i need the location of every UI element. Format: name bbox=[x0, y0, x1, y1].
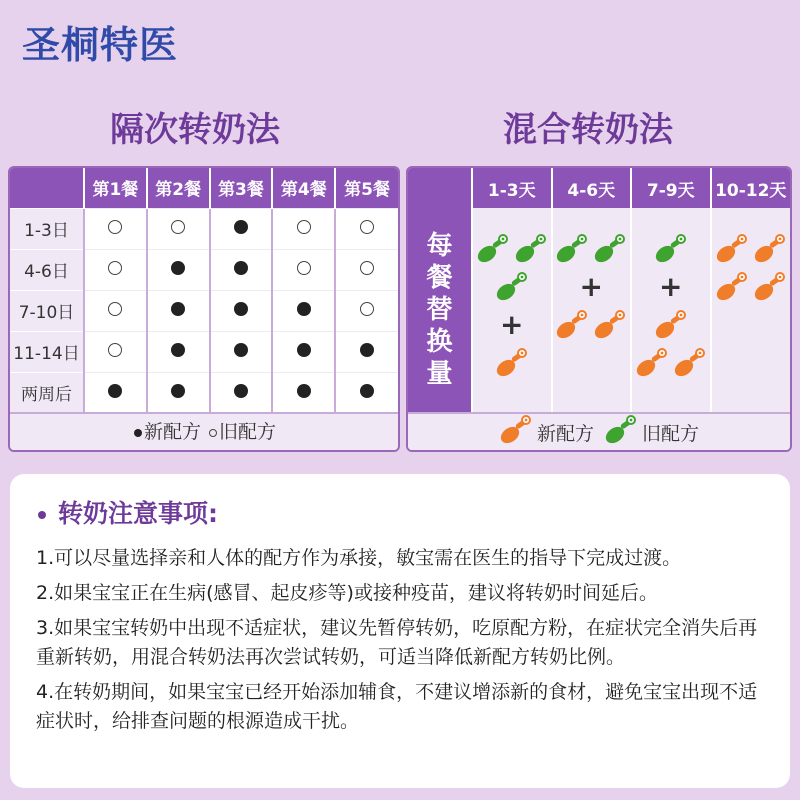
meal-cell bbox=[335, 331, 398, 372]
new-formula-dot-icon bbox=[297, 384, 311, 398]
mixed-feeding-table-panel bbox=[406, 166, 792, 452]
old-formula-spoon-icon bbox=[495, 272, 529, 302]
new-formula-spoon-icon bbox=[753, 234, 787, 264]
day-header: 7-9天 bbox=[631, 168, 711, 208]
meal-cell bbox=[84, 331, 147, 372]
meal-cell bbox=[272, 331, 335, 372]
table-row bbox=[10, 290, 398, 331]
meal-cell bbox=[147, 208, 210, 249]
meal-header: 第5餐 bbox=[335, 168, 398, 208]
new-formula-dot-icon bbox=[171, 302, 185, 316]
spoon-row bbox=[712, 230, 791, 268]
meal-cell bbox=[84, 290, 147, 331]
legend-old-label: 旧配方 bbox=[642, 422, 700, 445]
meal-cell bbox=[147, 372, 210, 413]
new-formula-dot-icon bbox=[134, 429, 142, 437]
meal-cell bbox=[335, 208, 398, 249]
old-formula-spoon-icon bbox=[476, 234, 510, 264]
table-corner bbox=[10, 168, 84, 208]
new-formula-spoon-icon bbox=[715, 234, 749, 264]
old-formula-spoon-icon bbox=[604, 415, 638, 450]
day-header: 1-3天 bbox=[472, 168, 552, 208]
new-formula-spoon-glyph bbox=[499, 415, 533, 445]
meal-cell bbox=[84, 372, 147, 413]
new-formula-dot-icon bbox=[171, 343, 185, 357]
plus-icon: + bbox=[500, 308, 524, 341]
note-item: 4.在转奶期间，如果宝宝已经开始添加辅食，不建议增添新的食材，避免宝宝出现不适症状时，给排查问题的根源造成干扰。 bbox=[36, 681, 758, 732]
meal-header: 第1餐 bbox=[84, 168, 147, 208]
row-label: 4-6日 bbox=[10, 249, 84, 290]
meal-cell bbox=[147, 290, 210, 331]
old-formula-spoon-icon bbox=[514, 234, 548, 264]
old-formula-spoon-icon bbox=[593, 234, 627, 264]
notes-title: 转奶注意事项: bbox=[38, 494, 766, 530]
legend-old-label: 旧配方 bbox=[219, 421, 277, 443]
old-formula-spoon-icon bbox=[654, 234, 688, 264]
table-row bbox=[10, 331, 398, 372]
alternate-feeding-table bbox=[10, 168, 398, 413]
new-formula-dot-icon bbox=[360, 384, 374, 398]
meal-cell bbox=[210, 290, 273, 331]
meal-cell bbox=[210, 249, 273, 290]
brand-logo: 圣桐特医 bbox=[22, 23, 179, 67]
mixed-feeding-table bbox=[408, 168, 790, 412]
meal-header: 第3餐 bbox=[210, 168, 273, 208]
meal-header: 第2餐 bbox=[147, 168, 210, 208]
old-formula-dot-icon bbox=[360, 220, 374, 234]
meal-cell bbox=[147, 331, 210, 372]
old-formula-dot-icon bbox=[171, 220, 185, 234]
spoon-row bbox=[473, 230, 551, 268]
bullet-icon bbox=[38, 511, 46, 519]
old-formula-dot-icon bbox=[108, 261, 122, 275]
plus-icon: + bbox=[659, 270, 683, 303]
new-formula-dot-icon bbox=[297, 343, 311, 357]
spoon-row bbox=[712, 268, 791, 306]
meal-cell bbox=[210, 331, 273, 372]
new-formula-spoon-icon bbox=[499, 415, 533, 450]
old-formula-dot-icon bbox=[209, 429, 217, 437]
spoon-row bbox=[473, 268, 551, 306]
table-corner bbox=[408, 168, 472, 208]
new-formula-spoon-icon bbox=[715, 272, 749, 302]
meal-cell bbox=[210, 208, 273, 249]
day-column bbox=[472, 208, 552, 412]
alternate-feeding-table-panel bbox=[8, 166, 400, 452]
new-formula-dot-icon bbox=[171, 384, 185, 398]
new-formula-spoon-icon bbox=[495, 348, 529, 378]
new-formula-dot-icon bbox=[234, 261, 248, 275]
new-formula-dot-icon bbox=[234, 343, 248, 357]
old-formula-dot-icon bbox=[297, 220, 311, 234]
side-label: 每 餐 替 换 量 bbox=[408, 208, 472, 412]
day-column bbox=[711, 208, 791, 412]
row-label: 两周后 bbox=[10, 372, 84, 413]
spoon-row bbox=[632, 306, 710, 344]
right-method-title: 混合转奶法 bbox=[503, 110, 673, 150]
day-header: 10-12天 bbox=[711, 168, 791, 208]
left-legend bbox=[10, 412, 398, 450]
new-formula-dot-icon bbox=[360, 343, 374, 357]
meal-cell bbox=[210, 372, 273, 413]
row-label: 1-3日 bbox=[10, 208, 84, 249]
row-label: 7-10日 bbox=[10, 290, 84, 331]
note-item: 1.可以尽量选择亲和人体的配方作为承接，敏宝需在医生的指导下完成过渡。 bbox=[36, 547, 682, 569]
spoon-row bbox=[553, 306, 631, 344]
new-formula-dot-icon bbox=[234, 302, 248, 316]
meal-cell bbox=[272, 208, 335, 249]
note-item: 3.如果宝宝转奶中出现不适症状，建议先暂停转奶，吃原配方粉，在症状完全消失后再重新转奶，用混合转奶法再次尝试转奶，可适当降低新配方转奶比例。 bbox=[36, 617, 758, 668]
old-formula-dot-icon bbox=[108, 343, 122, 357]
day-header: 4-6天 bbox=[552, 168, 632, 208]
legend-new-label: 新配方 bbox=[536, 422, 594, 445]
new-formula-dot-icon bbox=[171, 261, 185, 275]
new-formula-spoon-icon bbox=[635, 348, 669, 378]
meal-cell bbox=[147, 249, 210, 290]
notes-card bbox=[10, 474, 790, 788]
spoon-row bbox=[632, 230, 710, 268]
new-formula-spoon-icon bbox=[654, 310, 688, 340]
old-formula-dot-icon bbox=[297, 261, 311, 275]
meal-cell bbox=[335, 372, 398, 413]
day-column bbox=[631, 208, 711, 412]
meal-cell bbox=[335, 290, 398, 331]
meal-cell bbox=[272, 249, 335, 290]
legend-new-label: 新配方 bbox=[143, 421, 201, 443]
row-label: 11-14日 bbox=[10, 331, 84, 372]
spoon-row bbox=[473, 344, 551, 382]
new-formula-dot-icon bbox=[297, 302, 311, 316]
meal-cell bbox=[335, 249, 398, 290]
old-formula-spoon-icon bbox=[555, 234, 589, 264]
meal-cell bbox=[84, 249, 147, 290]
new-formula-spoon-icon bbox=[555, 310, 589, 340]
table-row bbox=[10, 208, 398, 249]
plus-icon: + bbox=[579, 270, 603, 303]
table-row bbox=[10, 249, 398, 290]
new-formula-spoon-icon bbox=[753, 272, 787, 302]
new-formula-spoon-icon bbox=[593, 310, 627, 340]
spoon-row bbox=[632, 344, 710, 382]
left-method-title: 隔次转奶法 bbox=[110, 110, 280, 150]
note-item: 2.如果宝宝正在生病(感冒、起皮疹等)或接种疫苗，建议将转奶时间延后。 bbox=[36, 582, 658, 604]
table-row bbox=[10, 372, 398, 413]
old-formula-dot-icon bbox=[108, 302, 122, 316]
meal-cell bbox=[84, 208, 147, 249]
old-formula-dot-icon bbox=[360, 261, 374, 275]
day-column bbox=[552, 208, 632, 412]
meal-header: 第4餐 bbox=[272, 168, 335, 208]
meal-cell bbox=[272, 372, 335, 413]
new-formula-dot-icon bbox=[234, 384, 248, 398]
spoon-row bbox=[553, 230, 631, 268]
old-formula-dot-icon bbox=[108, 220, 122, 234]
meal-cell bbox=[272, 290, 335, 331]
new-formula-dot-icon bbox=[108, 384, 122, 398]
new-formula-spoon-icon bbox=[673, 348, 707, 378]
old-formula-dot-icon bbox=[360, 302, 374, 316]
old-formula-spoon-glyph bbox=[604, 415, 638, 445]
right-legend bbox=[408, 412, 790, 450]
new-formula-dot-icon bbox=[234, 220, 248, 234]
